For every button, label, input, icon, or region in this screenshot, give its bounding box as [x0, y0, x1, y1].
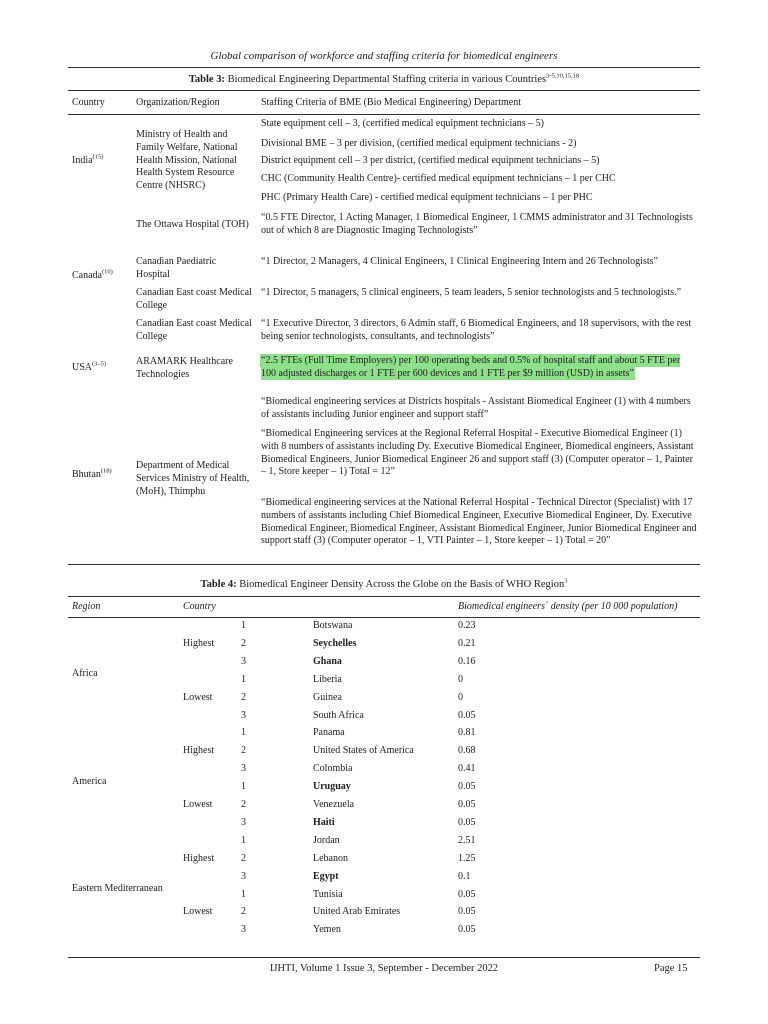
table4-density: 0.05 — [458, 924, 476, 936]
table4-rank: 1 — [241, 727, 246, 739]
table4-rank: 1 — [241, 888, 246, 900]
table4-country: United Arab Emirates — [313, 906, 401, 918]
table4-rank: 2 — [241, 637, 246, 649]
table3-criteria-bhutan-1: “Biomedical engineering services at Districts hospitals - Assistant Biomedical Engineer (1) with 4 numbers of assistants including Junior engineer and support staff” — [261, 396, 691, 420]
table4-country: Egypt — [313, 870, 339, 882]
table4-region-label: America — [72, 775, 107, 787]
table4-rank: 3 — [241, 870, 246, 882]
table4-rank: 3 — [241, 709, 246, 721]
table3-criteria-bhutan-3: “Biomedical engineering services at the National Referral Hospital - Technical Director (Specialist) with 17 numbers of assistants including Chief Biomedical Engineer, Executive Biomedical Engineer, Dy. Executive Biomedical Engineer, Biomedical Engineer, Assistant Biomedical Engineer, Junior Biomedical Engineer and support staff (3) (Computer operator – 1, VTI Painter – 1, Store keeper – 1) Total = 20” — [261, 497, 697, 547]
table4-density: 0.05 — [458, 906, 476, 918]
table4-density: 0.16 — [458, 655, 476, 667]
table4-rank: 3 — [241, 924, 246, 936]
table3-criteria-bhutan-2: “Biomedical Engineering services at the Regional Referral Hospital - Executive Biomedical Engineer (1) with 8 numbers of assistants including Dy. Executive Biomedical Engineer, Biomedical engineers, Assistant Biomedical Engineers, Junior Biomedical Engineer 26 and support staff (3) (Computer operator – 1, Painter – 1, Store keeper – 1) Total = 12” — [261, 428, 694, 478]
table4-country: Colombia — [313, 763, 353, 775]
highlighted-text: “2.5 FTEs (Full Time Employers) per 100 operating beds and 0.5% of hospital staff and about 5 FTE per 100 adjusted discharges or 1 FTE per 600 devices and 1 FTE per $9 million (USD) in assets” — [261, 355, 681, 379]
table4-density: 0.05 — [458, 709, 476, 721]
table4-country: Jordan — [313, 834, 340, 846]
table3-header-org: Organization/Region — [136, 97, 220, 108]
page-footer-rule — [68, 957, 700, 958]
table4-country: Yemen — [313, 924, 341, 936]
table3-criteria-canada-4: “1 Executive Director, 3 directors, 6 Admin staff, 6 Biomedical Engineers, and 18 supervisors, with the rest being senior technologists, consultants, and technologists” — [261, 318, 692, 342]
table4-header-country: Country — [183, 601, 216, 612]
table4-group-label: Highest — [183, 745, 215, 757]
table3-header-top-rule — [68, 90, 700, 91]
table3-header-criteria: Staffing Criteria of BME (Bio Medical Engineering) Department — [261, 97, 522, 108]
table4-group-label: Lowest — [183, 691, 213, 703]
table4-country: Uruguay — [313, 781, 351, 793]
table3-caption-text: Biomedical Engineering Departmental Staffing criteria in various Countries — [224, 74, 547, 85]
table4-rank: 3 — [241, 763, 246, 775]
running-head: Global comparison of workforce and staffing criteria for biomedical engineers — [210, 50, 558, 62]
table3-header-bottom-rule — [68, 114, 700, 115]
table3-criteria-india-4: CHC (Community Health Centre)- certified medical equipment technicians – 1 per CHC — [261, 173, 616, 184]
table3-caption-refs: 3-5,10,15,18 — [546, 72, 580, 80]
table4-density: 0.21 — [458, 637, 476, 649]
table4-caption-text: Biomedical Engineer Density Across the Globe on the Basis of WHO Region — [236, 579, 565, 590]
footer-page-number: Page 15 — [654, 963, 688, 974]
footer-journal: IJHTI, Volume 1 Issue 3, September - December 2022 — [269, 963, 499, 974]
table3-org-india: Ministry of Health and Family Welfare, National Health Mission, National Health System Resource Centre (NHSRC) — [136, 129, 238, 192]
table4-rank: 2 — [241, 745, 246, 757]
table3-org-usa: ARAMARK Healthcare Technologies — [136, 356, 233, 380]
table3-org-canada-2: Canadian Paediatric Hospital — [136, 256, 217, 280]
table4-header-density: Biomedical engineers´ density (per 10 000 population) — [458, 601, 678, 612]
table4-density: 0.1 — [458, 870, 471, 882]
table4-caption — [68, 578, 700, 591]
table4-rank: 2 — [241, 852, 246, 864]
table4-country: Liberia — [313, 673, 342, 685]
table4-rank: 2 — [241, 906, 246, 918]
table4-rank: 1 — [241, 673, 246, 685]
table4-group-label: Lowest — [183, 799, 213, 810]
table4-rank: 3 — [241, 655, 246, 667]
table4-country: Guinea — [313, 691, 342, 703]
table4-caption-label: Table 4: — [200, 579, 237, 590]
table3-criteria-india-1: State equipment cell – 3, (certified medical equipment technicians – 5) — [261, 118, 544, 129]
table3-criteria-india-3: District equipment cell – 3 per district, (certified medical equipment technicians – 5) — [261, 155, 600, 166]
table3-caption — [68, 73, 700, 86]
table4-density: 0.05 — [458, 888, 476, 900]
table4-group-label: Lowest — [183, 906, 213, 918]
table3-org-canada-3: Canadian East coast Medical College — [136, 287, 252, 311]
table3-country-bhutan: Bhutan$^{(18)}$ — [72, 467, 112, 480]
table4-density: 1.25 — [458, 852, 476, 864]
table4-density: 0 — [458, 691, 463, 703]
table3-org-canada-1: The Ottawa Hospital (TOH) — [136, 219, 249, 230]
table4-rank: 2 — [241, 799, 246, 810]
table4-density: 0.81 — [458, 727, 476, 739]
table4-header-region: Region — [72, 601, 101, 612]
table4-density: 0.41 — [458, 763, 476, 775]
table3-criteria-canada-1: “0.5 FTE Director, 1 Acting Manager, 1 Biomedical Engineer, 1 CMMS administrator and 31 Technologists out of which 8 are Diagnostic Imaging Technologists” — [261, 212, 693, 236]
table3-country-canada: Canada$^{(10)}$ — [72, 268, 113, 281]
table4-group-label: Highest — [183, 852, 215, 864]
table3-org-bhutan: Department of Medical Services Ministry of Health, (MoH), Thimphu — [136, 460, 250, 497]
table4-country: Panama — [313, 727, 345, 739]
table3-bottom-rule — [68, 564, 700, 565]
table3-country-india: India$^{(15)}$ — [72, 153, 104, 166]
table4-country: Haiti — [313, 816, 335, 828]
table4-region-label: Eastern Mediterranean — [72, 883, 163, 895]
table4-country: Botswana — [313, 620, 353, 631]
table4-region-label: Africa — [72, 668, 98, 680]
table3-criteria-india-5: PHC (Primary Health Care) - certified medical equipment technicians – 1 per PHC — [261, 192, 593, 203]
table4-density: 0 — [458, 673, 463, 685]
table4-group-label: Highest — [183, 637, 215, 649]
table3-org-canada-4: Canadian East coast Medical College — [136, 318, 252, 342]
table4-country: United States of America — [313, 745, 414, 757]
table3-country-usa: USA$^{(3-5)}$ — [72, 360, 107, 373]
table3-caption-label: Table 3: — [188, 74, 225, 85]
table4-header-bottom-rule — [68, 617, 700, 618]
table4-density: 2.51 — [458, 834, 476, 846]
table3-criteria-canada-2: “1 Director, 2 Managers, 4 Clinical Engineers, 1 Clinical Engineering Intern and 26 Technologists” — [261, 256, 658, 267]
table4-rank: 1 — [241, 620, 246, 631]
table3-top-rule — [68, 67, 700, 68]
table4-density: 0.23 — [458, 620, 476, 631]
table4-caption-refs: 3 — [564, 577, 568, 585]
table3-criteria-india-2: Divisional BME – 3 per division, (certified medical equipment technicians - 2) — [261, 138, 577, 149]
table4-country: South Africa — [313, 709, 364, 721]
table4-rank: 1 — [241, 834, 246, 846]
table4-density: 0.05 — [458, 781, 476, 793]
table4-country: Tunisia — [313, 888, 343, 900]
table4-country: Ghana — [313, 655, 342, 667]
table4-country: Seychelles — [313, 637, 357, 649]
table3-criteria-usa — [261, 355, 697, 381]
table3-criteria-canada-3: “1 Director, 5 managers, 5 clinical engineers, 5 team leaders, 5 senior technologists and 5 technologists.” — [261, 287, 682, 298]
table4-header-top-rule — [68, 596, 700, 597]
table4-country: Lebanon — [313, 852, 348, 864]
table4-density: 0.05 — [458, 799, 476, 810]
table4-density: 0.05 — [458, 816, 476, 828]
table4-country: Venezuela — [313, 799, 355, 810]
table3-header-country: Country — [72, 97, 105, 108]
table4-rank: 2 — [241, 691, 246, 703]
table4-density: 0.68 — [458, 745, 476, 757]
table4-rank: 1 — [241, 781, 246, 793]
table4-rank: 3 — [241, 816, 246, 828]
